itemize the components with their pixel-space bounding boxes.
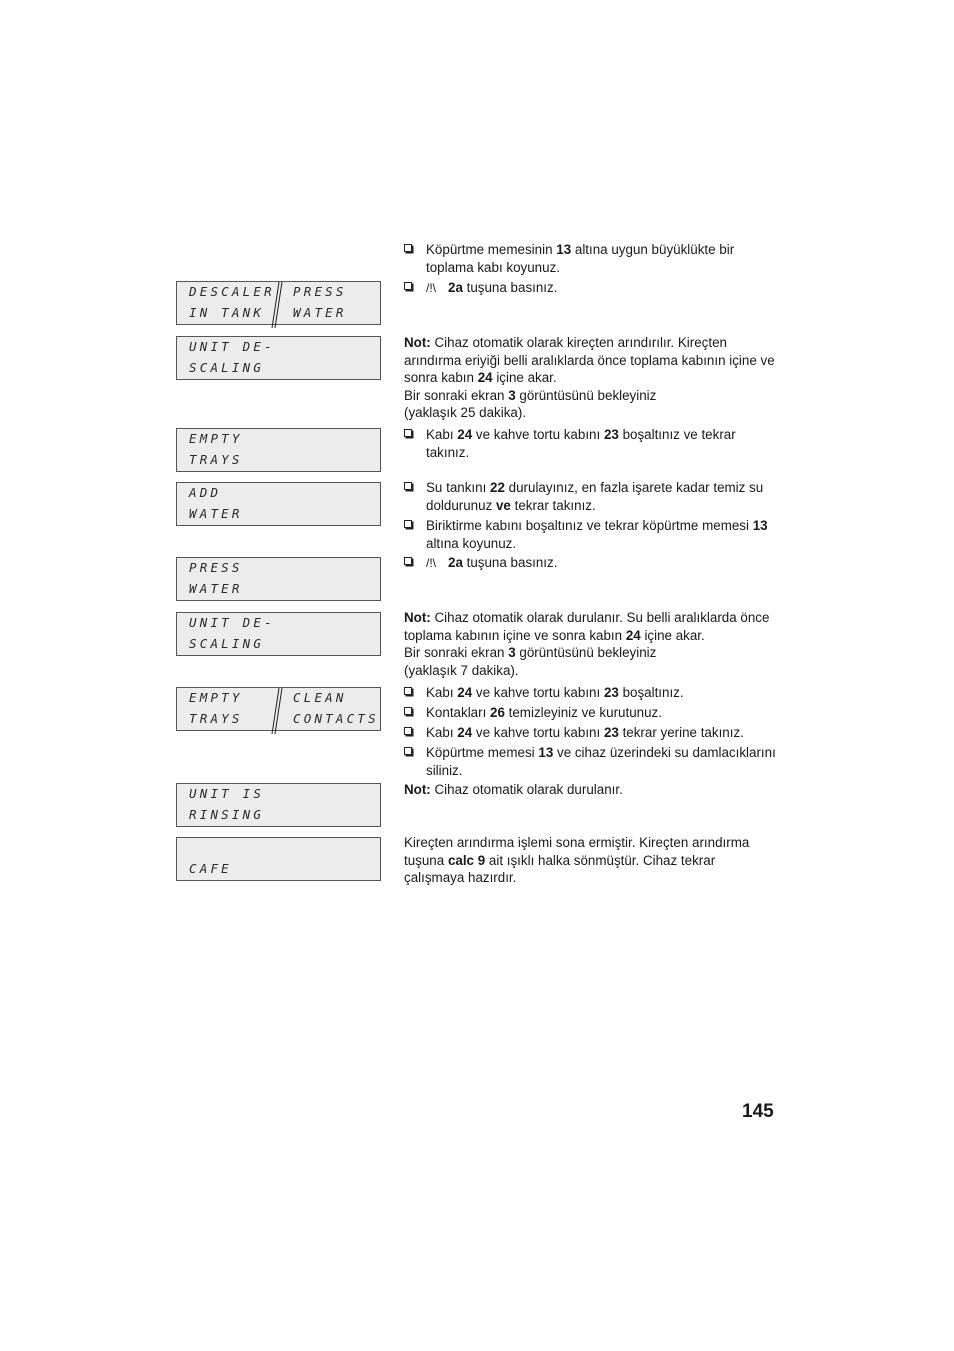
checkbox-bullet-icon (404, 244, 412, 252)
step-rinse-tank: Su tankını 22 durulayınız, en fazla işarete kadar temiz su doldurunuz ve tekrar takınız. (404, 479, 779, 514)
display-text: WATER (293, 305, 347, 320)
checkbox-bullet-icon (404, 707, 412, 715)
display-empty-trays (176, 428, 381, 472)
display-text: PRESS (189, 560, 243, 575)
display-add-water (176, 482, 381, 526)
display-text: DESCALER (189, 284, 275, 299)
display-text: CLEAN (293, 690, 347, 705)
display-text: UNIT DE- (189, 339, 275, 354)
display-text: SCALING (189, 360, 265, 375)
step-empty-trays-2: Kabı 24 ve kahve tortu kabını 23 boşaltınız. (404, 684, 779, 702)
note-rinsing: Not: Cihaz otomatik olarak durulanır. Su belli aralıklarda önce toplama kabının içine ve sonra kabın 24 içine akar. Bir sonraki ekran 3 görüntüsünü bekleyiniz (yaklaşık 7 dakika). (404, 610, 770, 678)
step-wipe-droplets: Köpürtme memesi 13 ve cihaz üzerindeki su damlacıklarını siliniz. (404, 744, 779, 779)
display-text: TRAYS (189, 711, 243, 726)
step-press-key-2: /!\ 2a tuşuna basınız. (404, 554, 779, 573)
display-unit-is-rinsing (176, 783, 381, 827)
display-text: CONTACTS (293, 711, 379, 726)
display-text: WATER (189, 506, 243, 521)
display-text: UNIT DE- (189, 615, 275, 630)
display-text: CAFE (189, 861, 232, 876)
checkbox-bullet-icon (404, 520, 412, 528)
checkbox-bullet-icon (404, 557, 412, 565)
display-unit-descaling-2 (176, 612, 381, 656)
hot-water-key-icon: /!\ (426, 281, 437, 295)
checkbox-bullet-icon (404, 747, 412, 755)
checkbox-bullet-icon (404, 482, 412, 490)
step-press-key: /!\ 2a tuşuna basınız. (404, 279, 779, 298)
display-text: SCALING (189, 636, 265, 651)
step-clean-contacts: Kontakları 26 temizleyiniz ve kurutunuz. (404, 704, 779, 722)
display-press-water (176, 557, 381, 601)
step-empty-drip-tray: Biriktirme kabını boşaltınız ve tekrar köpürtme memesi 13 altına koyunuz. (404, 517, 779, 552)
step-empty-trays: Kabı 24 ve kahve tortu kabını 23 boşaltınız ve tekrar takınız. (404, 426, 779, 461)
display-text: WATER (189, 581, 243, 596)
checkbox-bullet-icon (404, 687, 412, 695)
double-slash-separator-icon (269, 282, 283, 328)
note-descaling: Not: Cihaz otomatik olarak kireçten arındırılır. Kireçten arındırma eriyiği belli aralıklarda önce toplama kabının içine ve sonra kabın 24 içine akar. Bir sonraki ekran 3 görüntüsünü bekleyiniz (yaklaşık 25 dakika). (404, 335, 775, 420)
display-text: EMPTY (189, 690, 243, 705)
checkbox-bullet-icon (404, 282, 412, 290)
display-text: RINSING (189, 807, 265, 822)
display-empty-trays-clean-contacts (176, 687, 381, 731)
display-text: UNIT IS (189, 786, 265, 801)
step-place-container: Köpürtme memesinin 13 altına uygun büyüklükte bir toplama kabı koyunuz. (404, 241, 779, 276)
step-reinsert-trays: Kabı 24 ve kahve tortu kabını 23 tekrar yerine takınız. (404, 724, 779, 742)
display-text: PRESS (293, 284, 347, 299)
display-text: IN TANK (189, 305, 265, 320)
page-number: 145 (742, 1101, 774, 1122)
display-descaler-press-water (176, 281, 381, 325)
double-slash-separator-icon (269, 688, 283, 734)
display-unit-descaling (176, 336, 381, 380)
hot-water-key-icon: /!\ (426, 556, 437, 570)
note-auto-rinse: Not: Cihaz otomatik olarak durulanır. (404, 782, 623, 797)
checkbox-bullet-icon (404, 727, 412, 735)
display-text: TRAYS (189, 452, 243, 467)
display-text: ADD (189, 485, 222, 500)
display-text: EMPTY (189, 431, 243, 446)
checkbox-bullet-icon (404, 429, 412, 437)
final-paragraph: Kireçten arındırma işlemi sona ermiştir. Kireçten arındırma tuşuna calc 9 ait ışıklı halka sönmüştür. Cihaz tekrar çalışmaya hazırdır. (404, 835, 750, 885)
display-cafe (176, 837, 381, 881)
